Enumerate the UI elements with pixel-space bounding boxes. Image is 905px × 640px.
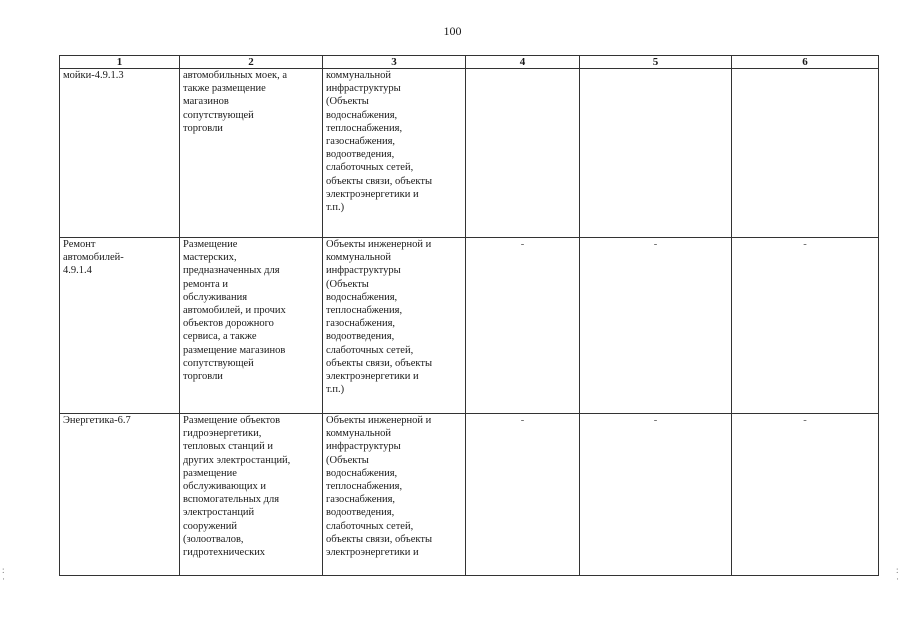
cell-description: Размещение мастерских, предназначенных для ремонта и обслуживания автомобилей, и прочих объектов дорожного сервиса, а также размещение магазинов сопутствующей торговли xyxy=(180,238,323,414)
table-header-row xyxy=(60,56,879,69)
table-row xyxy=(60,238,879,414)
cell-col-5: - xyxy=(580,238,732,414)
table-row xyxy=(60,414,879,576)
cell-col-6 xyxy=(732,69,879,238)
column-header-4: 4 xyxy=(466,56,580,69)
page-number: 100 xyxy=(443,24,462,38)
cell-col-6: - xyxy=(732,238,879,414)
table-row xyxy=(60,69,879,238)
cell-use-type: Ремонт автомобилей- 4.9.1.4 xyxy=(60,238,180,414)
zoning-table xyxy=(59,55,879,576)
cell-col-5 xyxy=(580,69,732,238)
right-edge-scan-mark: : · xyxy=(896,565,899,584)
cell-col-4 xyxy=(466,69,580,238)
cell-col-4: - xyxy=(466,414,580,576)
column-header-2: 2 xyxy=(180,56,323,69)
cell-use-type: мойки-4.9.1.3 xyxy=(60,69,180,238)
cell-infrastructure: Объекты инженерной и коммунальной инфраструктуры (Объекты водоснабжения, теплоснабжения, газоснабжения, водоотведения, слаботочных сетей, объекты связи, объекты электроэнергетики и т.п.) xyxy=(323,238,466,414)
cell-col-5: - xyxy=(580,414,732,576)
cell-infrastructure: коммунальной инфраструктуры (Объекты водоснабжения, теплоснабжения, газоснабжения, водоотведения, слаботочных сетей, объекты связи, объекты электроэнергетики и т.п.) xyxy=(323,69,466,238)
cell-description: Размещение объектов гидроэнергетики, тепловых станций и других электростанций, размещение обслуживающих и вспомогательных для электростанций сооружений (золоотвалов, гидротехнических xyxy=(180,414,323,576)
cell-col-6: - xyxy=(732,414,879,576)
cell-use-type: Энергетика-6.7 xyxy=(60,414,180,576)
column-header-3: 3 xyxy=(323,56,466,69)
cell-description: автомобильных моек, а также размещение магазинов сопутствующей торговли xyxy=(180,69,323,238)
cell-col-4: - xyxy=(466,238,580,414)
left-edge-scan-mark: : · xyxy=(2,565,5,584)
cell-infrastructure: Объекты инженерной и коммунальной инфраструктуры (Объекты водоснабжения, теплоснабжения, газоснабжения, водоотведения, слаботочных сетей, объекты связи, объекты электроэнергетики и xyxy=(323,414,466,576)
column-header-5: 5 xyxy=(580,56,732,69)
column-header-6: 6 xyxy=(732,56,879,69)
column-header-1: 1 xyxy=(60,56,180,69)
